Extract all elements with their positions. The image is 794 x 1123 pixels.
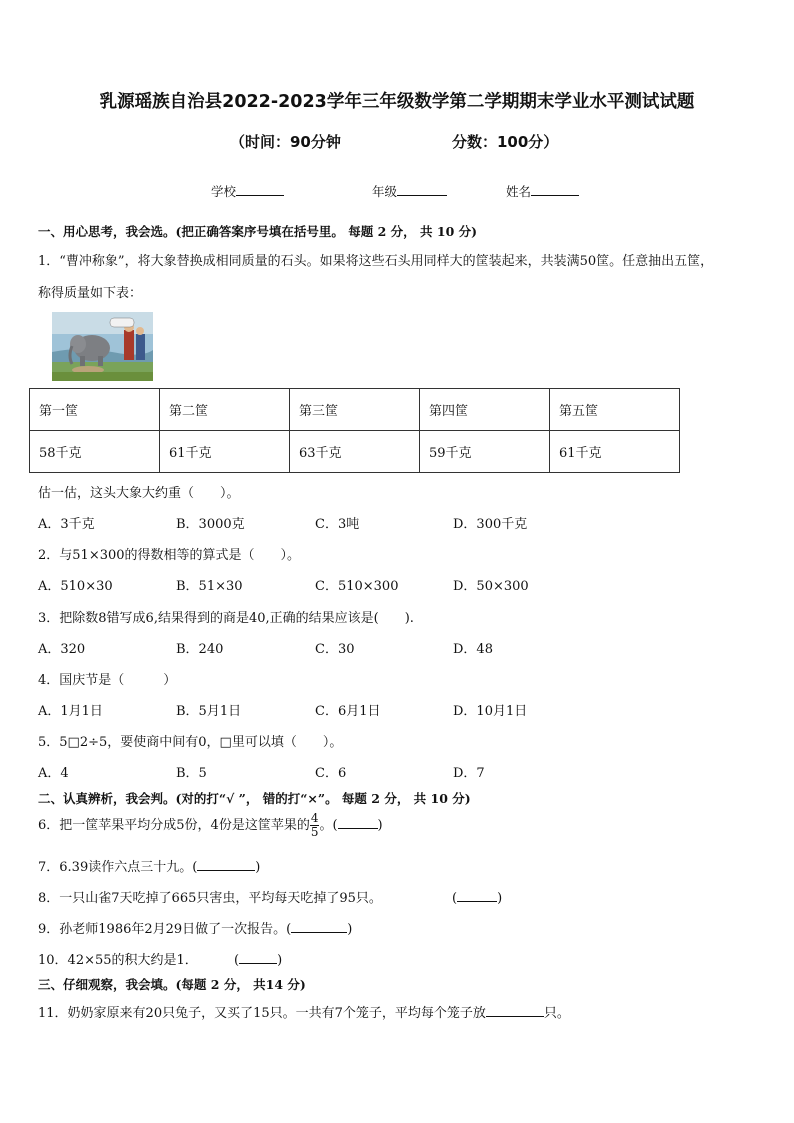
question-6-tail: 。( xyxy=(319,818,338,833)
school-blank[interactable] xyxy=(236,181,284,196)
table-header-cell: 第三筐 xyxy=(290,389,420,431)
q4-option-c[interactable]: C．6月1日 xyxy=(315,704,381,719)
q3-option-c[interactable]: C．30 xyxy=(315,642,355,657)
q5-option-c[interactable]: C．6 xyxy=(315,766,347,781)
answer-10 xyxy=(234,949,282,968)
answer-blank-8[interactable] xyxy=(457,887,497,902)
close-paren: ) xyxy=(277,953,283,968)
q1-option-a[interactable]: A．3千克 xyxy=(38,517,95,532)
q4-option-a[interactable]: A．1月1日 xyxy=(38,704,103,719)
answer-blank-10[interactable] xyxy=(239,949,277,964)
q2-option-b[interactable]: B．51×30 xyxy=(176,579,243,594)
table-cell: 61千克 xyxy=(160,431,290,473)
close-paren: ) xyxy=(347,922,353,937)
question-1-prompt: 估一估，这头大象大约重（ ）。 xyxy=(38,486,240,501)
q2-option-a[interactable]: A．510×30 xyxy=(38,579,113,594)
q1-option-b[interactable]: B．3000克 xyxy=(176,517,245,532)
q2-option-c[interactable]: C．510×300 xyxy=(315,579,399,594)
grade-blank[interactable] xyxy=(397,181,447,196)
school-label: 学校 xyxy=(211,184,237,199)
question-3: 3．把除数8错写成6,结果得到的商是40,正确的结果应该是( ). xyxy=(38,611,414,626)
table-row xyxy=(30,431,680,473)
open-paren: ( xyxy=(452,891,458,906)
question-6-text: 6．把一筐苹果平均分成5份，4份是这筐苹果的 xyxy=(38,818,310,833)
answer-8 xyxy=(452,887,502,906)
q3-option-d[interactable]: D．48 xyxy=(453,642,493,657)
table-cell: 58千克 xyxy=(30,431,160,473)
q5-option-b[interactable]: B．5 xyxy=(176,766,207,781)
close-paren: ) xyxy=(255,860,261,875)
question-1-line1: 1．“曹冲称象”，将大象替换成相同质量的石头。如果将这些石头用同样大的筐装起来，共装满50筐。任意抽出五筐， xyxy=(38,254,714,269)
table-header-row xyxy=(30,389,680,431)
section-1-heading: 一、用心思考，我会选。(把正确答案序号填在括号里。 每题 2 分， 共 10 分) xyxy=(38,224,478,239)
table-header-cell: 第一筐 xyxy=(30,389,160,431)
answer-blank-9[interactable] xyxy=(291,918,347,933)
answer-blank-6[interactable] xyxy=(338,814,378,829)
table-cell: 61千克 xyxy=(550,431,680,473)
question-9-text: 9．孙老师1986年2月29日做了一次报告。( xyxy=(38,922,292,937)
close-paren: ) xyxy=(497,891,503,906)
q3-option-a[interactable]: A．320 xyxy=(38,642,86,657)
grade-label: 年级 xyxy=(372,184,398,199)
table-cell: 59千克 xyxy=(420,431,550,473)
question-8: 8．一只山雀7天吃掉了665只害虫，平均每天吃掉了95只。 xyxy=(38,891,382,906)
question-9 xyxy=(38,918,352,937)
q5-option-a[interactable]: A．4 xyxy=(38,766,69,781)
q5-option-d[interactable]: D．7 xyxy=(453,766,485,781)
open-paren: ( xyxy=(234,953,240,968)
question-6 xyxy=(38,812,383,839)
question-5: 5．5□2÷5，要使商中间有0，□里可以填（ ）。 xyxy=(38,735,343,750)
question-7-text: 7．6.39读作六点三十九。( xyxy=(38,860,198,875)
question-7 xyxy=(38,856,260,875)
school-field xyxy=(211,181,284,200)
section-3-heading: 三、仔细观察，我会填。(每题 2 分， 共14 分) xyxy=(38,977,306,992)
name-blank[interactable] xyxy=(531,181,579,196)
fraction-denominator: 5 xyxy=(310,825,319,839)
question-4: 4．国庆节是（ ） xyxy=(38,673,177,688)
answer-blank-11[interactable] xyxy=(486,1002,544,1017)
name-label: 姓名 xyxy=(506,184,532,199)
q1-option-d[interactable]: D．300千克 xyxy=(453,517,528,532)
cao-chong-elephant-illustration xyxy=(52,312,153,381)
table-header-cell: 第五筐 xyxy=(550,389,680,431)
grade-field xyxy=(372,181,447,200)
table-cell: 63千克 xyxy=(290,431,420,473)
exam-time: （时间：90分钟 xyxy=(230,133,341,151)
basket-weight-table xyxy=(29,388,680,473)
q1-option-c[interactable]: C．3吨 xyxy=(315,517,360,532)
question-11 xyxy=(38,1002,570,1021)
q3-option-b[interactable]: B．240 xyxy=(176,642,224,657)
question-11-text: 11．奶奶家原来有20只兔子，又买了15只。一共有7个笼子，平均每个笼子放 xyxy=(38,1006,486,1021)
answer-blank-7[interactable] xyxy=(197,856,255,871)
table-header-cell: 第二筐 xyxy=(160,389,290,431)
table-header-cell: 第四筐 xyxy=(420,389,550,431)
question-11-tail: 只。 xyxy=(543,1006,570,1021)
close-paren: ) xyxy=(377,818,383,833)
fraction-numerator: 4 xyxy=(310,811,319,825)
section-2-heading: 二、认真辨析，我会判。(对的打“√ ”， 错的打“×”。 每题 2 分， 共 10 分) xyxy=(38,791,471,806)
question-1-line2: 称得质量如下表： xyxy=(38,286,143,301)
exam-score: 分数：100分） xyxy=(452,133,559,151)
q4-option-d[interactable]: D．10月1日 xyxy=(453,704,528,719)
page-title: 乳源瑶族自治县2022-2023学年三年级数学第二学期期末学业水平测试试题 xyxy=(99,92,695,112)
name-field xyxy=(506,181,579,200)
question-2: 2．与51×300的得数相等的算式是（ ）。 xyxy=(38,548,301,563)
question-10: 10．42×55的积大约是1． xyxy=(38,953,198,968)
q4-option-b[interactable]: B．5月1日 xyxy=(176,704,242,719)
q2-option-d[interactable]: D．50×300 xyxy=(453,579,529,594)
